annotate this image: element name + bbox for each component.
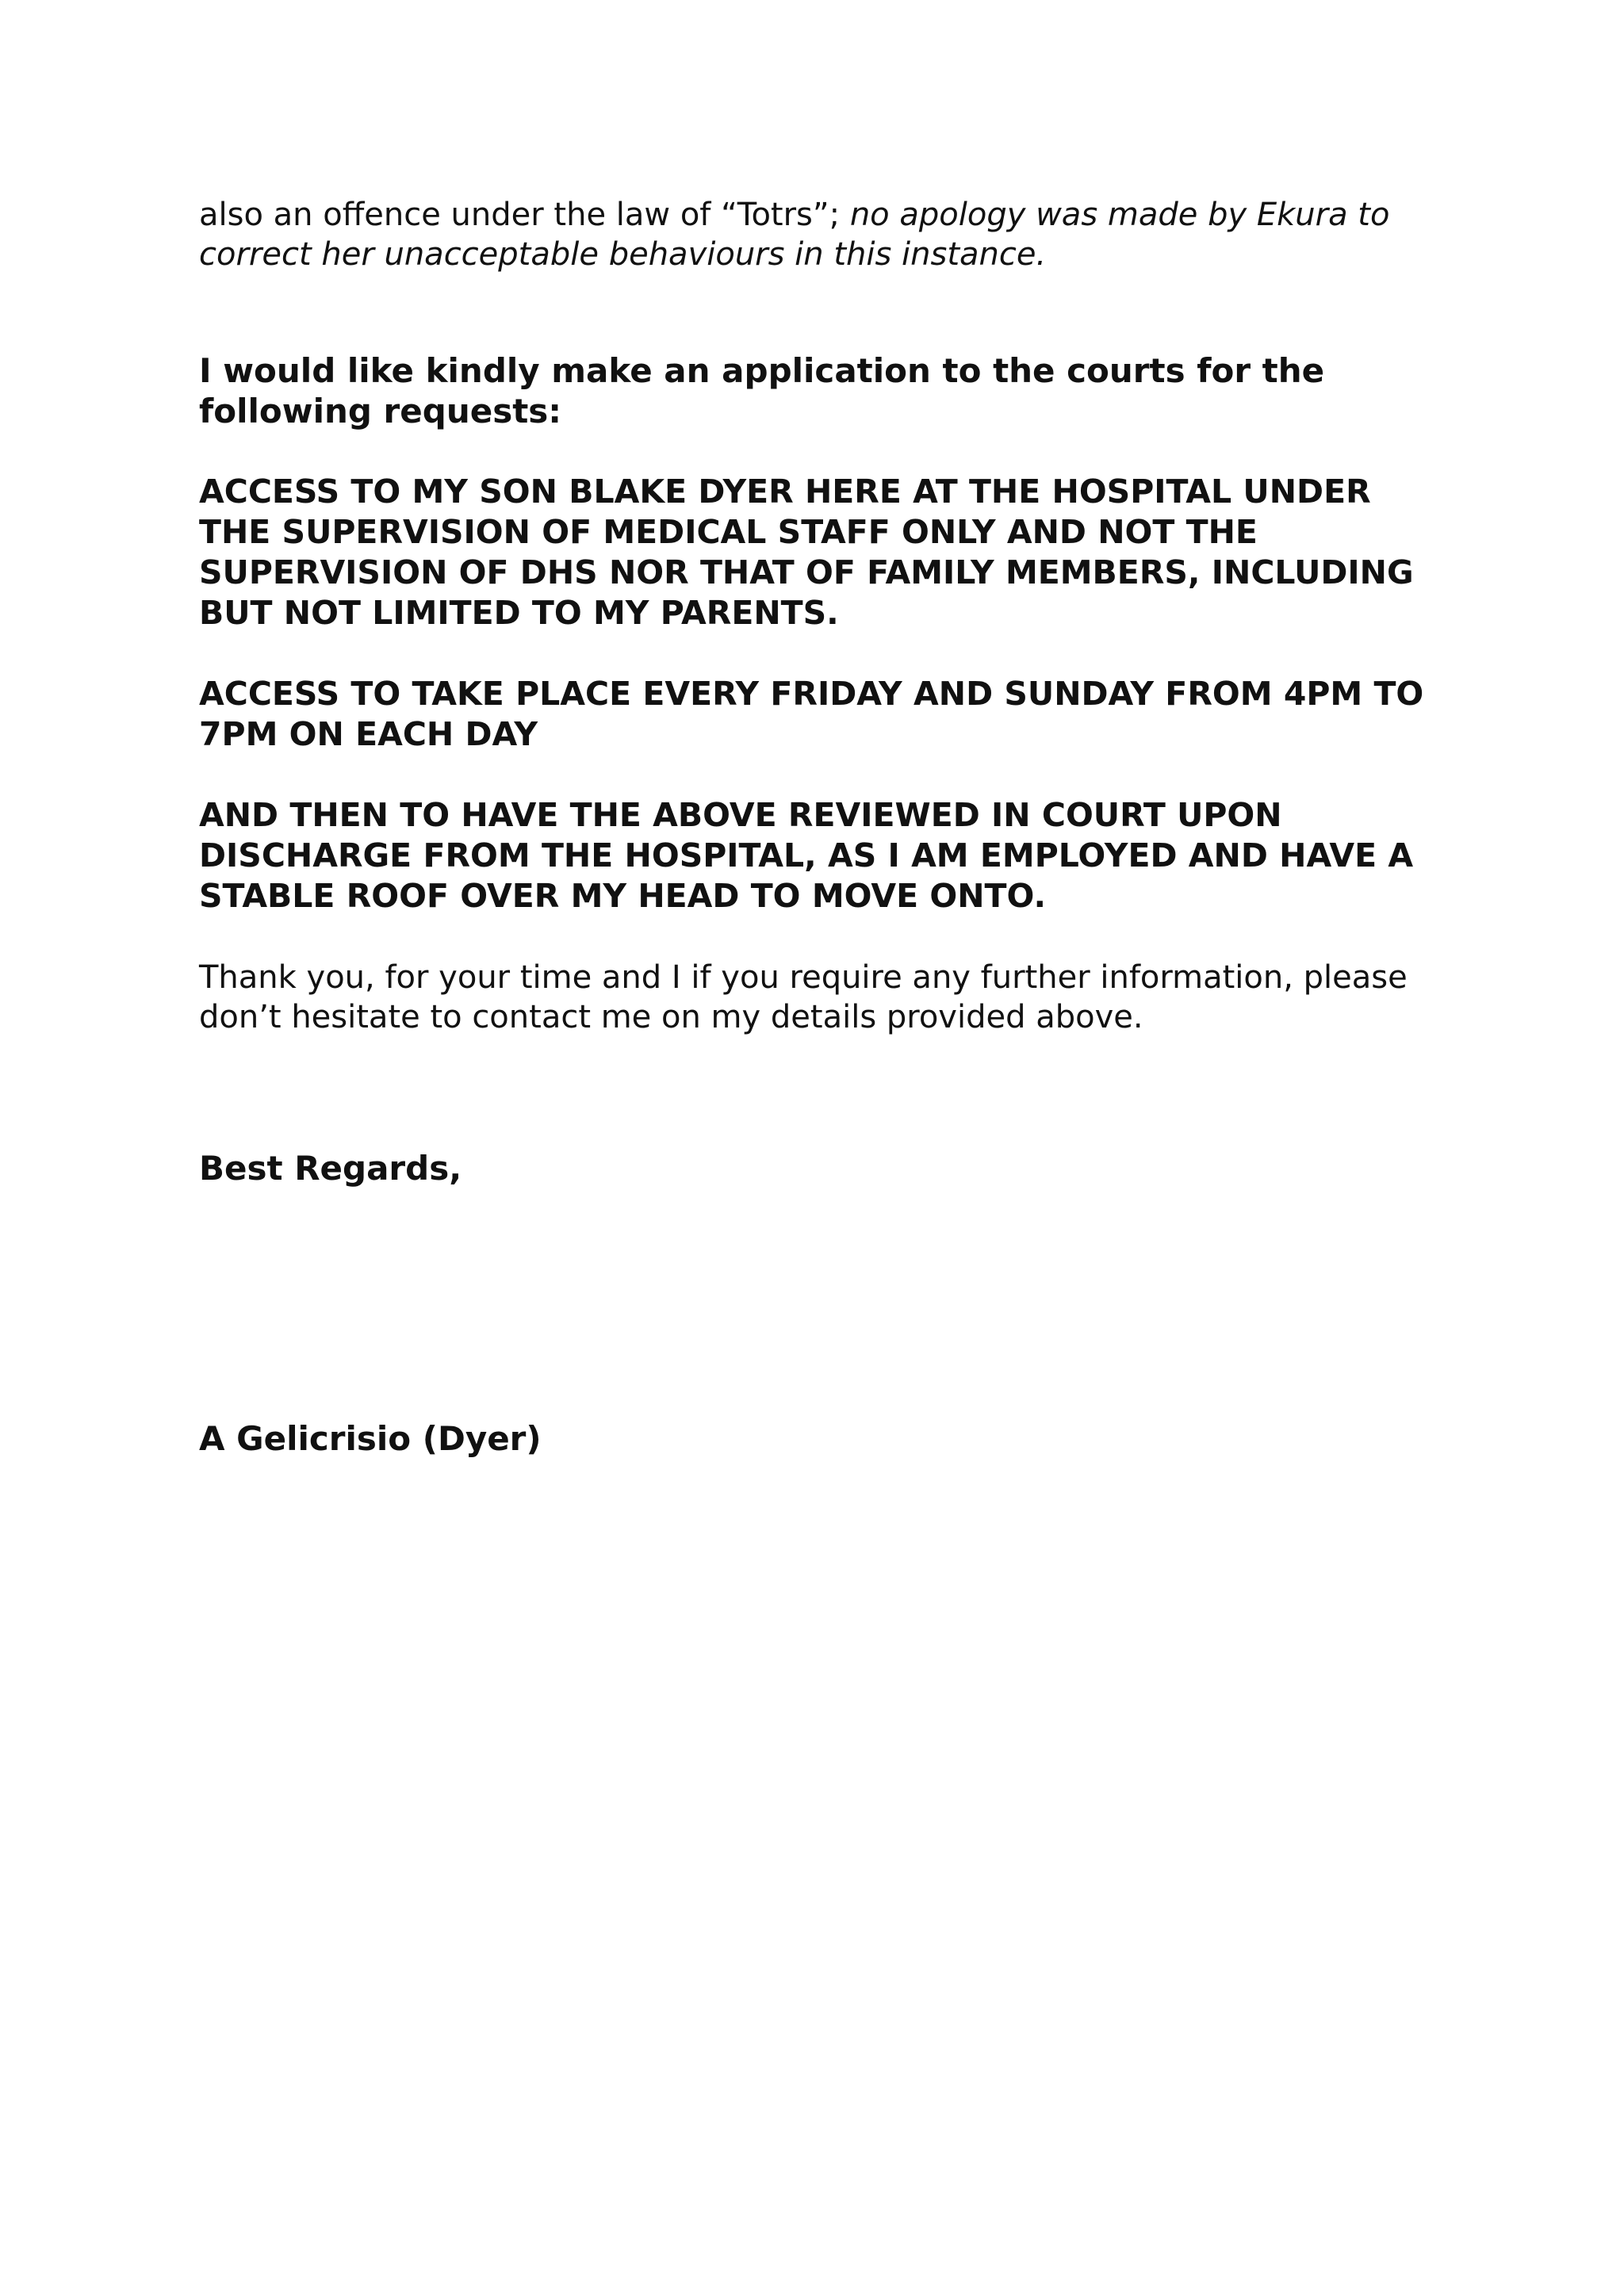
signature-name: A Gelicrisio (Dyer) bbox=[199, 1419, 542, 1458]
thanks-paragraph: Thank you, for your time and I if you require any further information, please don’t hesitate to contact me on my details provided above. bbox=[199, 959, 1408, 1035]
request-item-access-schedule: ACCESS TO TAKE PLACE EVERY FRIDAY AND SUNDAY FROM 4PM TO 7PM ON EACH DAY bbox=[199, 675, 1424, 753]
intro-plain-text: also an offence under the law of “Totrs”; bbox=[199, 197, 850, 233]
intro-italic-text: no apology was made by Ekura to correct her unacceptable behaviours in this instance. bbox=[199, 197, 1390, 273]
request-heading: I would like kindly make an application to the courts for the following requests: bbox=[199, 351, 1325, 430]
closing-line: Best Regards, bbox=[199, 1149, 462, 1188]
intro-paragraph bbox=[199, 195, 1436, 274]
letter-body bbox=[199, 195, 1436, 1459]
request-item-court-review: AND THEN TO HAVE THE ABOVE REVIEWED IN COURT UPON DISCHARGE FROM THE HOSPITAL, AS I AM EMPLOYED AND HAVE A STABLE ROOF OVER MY HEAD TO MOVE ONTO. bbox=[199, 796, 1414, 915]
request-item-access-hospital: ACCESS TO MY SON BLAKE DYER HERE AT THE HOSPITAL UNDER THE SUPERVISION OF MEDICAL STAFF ONLY AND NOT THE SUPERVISION OF DHS NOR THAT OF FAMILY MEMBERS, INCLUDING BUT NOT LIMITED TO MY PARENTS. bbox=[199, 473, 1414, 632]
